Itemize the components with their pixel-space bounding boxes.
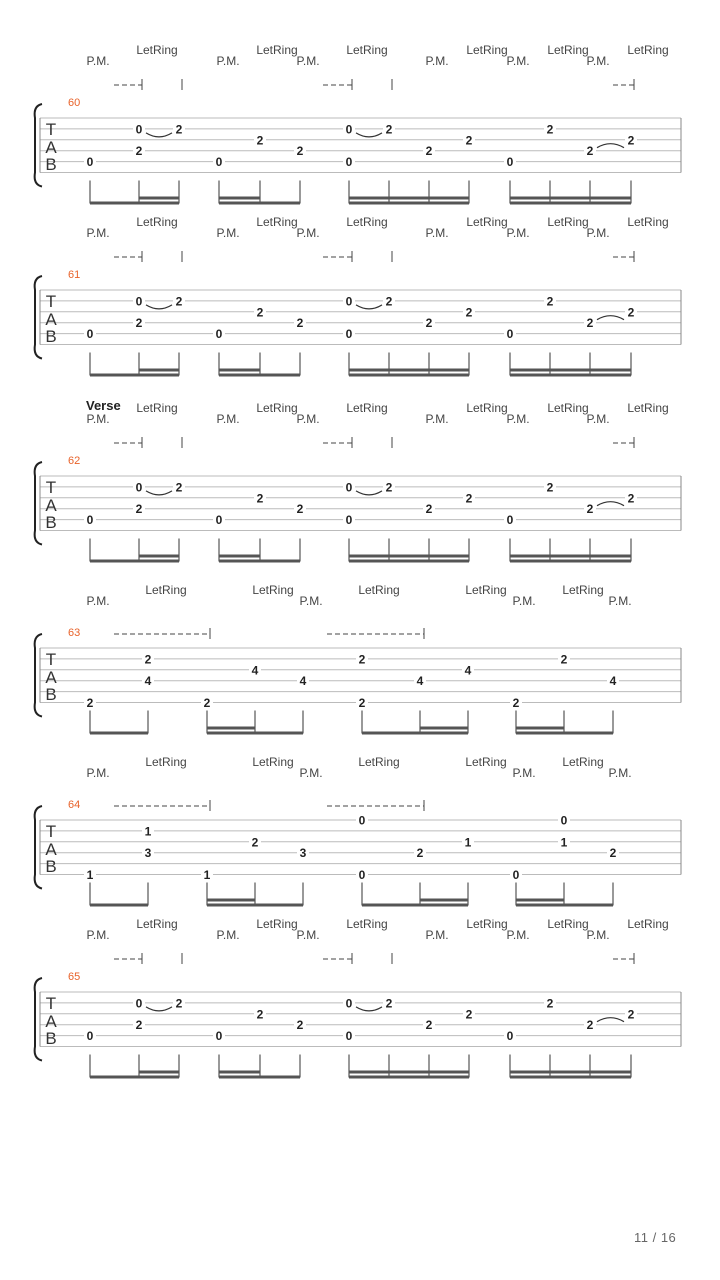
palm-mute-label: P.M. (216, 226, 240, 240)
tab-clef-a: A (45, 496, 57, 515)
measure-number: 64 (68, 799, 81, 811)
let-ring-label: LetRing (547, 43, 589, 57)
palm-mute-label: P.M. (586, 412, 610, 426)
fret-number: 2 (296, 502, 304, 517)
beam (90, 904, 148, 907)
system-bracket (35, 978, 42, 1061)
let-ring-label: LetRing (256, 215, 298, 229)
fret-number: 2 (465, 1007, 473, 1022)
fret-number: 2 (546, 996, 554, 1011)
let-ring-label: LetRing (346, 43, 388, 57)
fret-number: 0 (86, 513, 94, 528)
beam (90, 732, 148, 735)
beam (349, 560, 469, 563)
beam (207, 899, 255, 902)
let-ring-label: LetRing (136, 917, 178, 931)
palm-mute-label: P.M. (425, 412, 449, 426)
fret-number: 2 (135, 502, 143, 517)
fret-number: 0 (345, 327, 353, 342)
let-ring-label: LetRing (136, 43, 178, 57)
fret-number: 2 (144, 652, 152, 667)
tab-system-62 (35, 398, 681, 563)
fret-number: 0 (560, 813, 568, 828)
beam (219, 374, 300, 377)
palm-mute-label: P.M. (299, 766, 323, 780)
tie-slur (356, 491, 382, 495)
tab-clef-t: T (45, 650, 57, 669)
fret-number: 2 (203, 696, 211, 710)
fret-number: 0 (345, 480, 353, 495)
palm-mute-label: P.M. (608, 766, 632, 780)
fret-number: 0 (86, 327, 94, 342)
fret-number: 0 (345, 155, 353, 170)
let-ring-label: LetRing (346, 401, 388, 415)
tie-slur (146, 305, 172, 309)
let-ring-label: LetRing (547, 917, 589, 931)
page-number: 11 / 16 (634, 1230, 677, 1245)
tab-clef-a: A (45, 668, 57, 687)
fret-number: 2 (627, 491, 635, 506)
fret-number: 0 (345, 1029, 353, 1044)
beam (90, 202, 179, 205)
let-ring-label: LetRing (466, 215, 508, 229)
fret-number: 2 (175, 996, 183, 1011)
tab-system-63 (35, 583, 681, 735)
palm-mute-label: P.M. (216, 928, 240, 942)
palm-mute-label: P.M. (506, 928, 530, 942)
fret-number: 2 (425, 1018, 433, 1033)
tie-slur (597, 502, 624, 506)
beam (349, 197, 469, 200)
let-ring-label: LetRing (136, 401, 178, 415)
fret-number: 0 (215, 155, 223, 170)
beam (219, 1076, 300, 1079)
tab-system-60 (35, 43, 681, 205)
beam (207, 904, 303, 907)
fret-number: 2 (425, 144, 433, 159)
fret-number: 1 (560, 835, 568, 850)
let-ring-label: LetRing (145, 583, 187, 597)
system-bracket (35, 806, 42, 889)
fret-number: 2 (385, 480, 393, 495)
tie-slur (356, 133, 382, 137)
beam (516, 904, 613, 907)
fret-number: 0 (135, 996, 143, 1011)
let-ring-label: LetRing (252, 583, 294, 597)
fret-number: 2 (175, 480, 183, 495)
measure-number: 61 (68, 269, 81, 281)
fret-number: 2 (586, 316, 594, 331)
tab-clef-t: T (45, 994, 57, 1013)
tab-clef-b: B (45, 513, 57, 532)
fret-number: 2 (465, 491, 473, 506)
fret-number: 4 (609, 674, 617, 689)
tie-slur (597, 144, 624, 148)
palm-mute-label: P.M. (425, 928, 449, 942)
fret-number: 2 (586, 1018, 594, 1033)
tab-clef-a: A (45, 138, 57, 157)
fret-number: 4 (299, 674, 307, 689)
fret-number: 2 (251, 835, 259, 850)
beam (90, 1076, 179, 1079)
fret-number: 0 (215, 1029, 223, 1044)
fret-number: 0 (86, 1029, 94, 1044)
fret-number: 4 (464, 663, 472, 678)
beam (510, 197, 631, 200)
beam (510, 369, 631, 372)
tie-slur (597, 316, 624, 320)
fret-number: 1 (86, 868, 94, 882)
fret-number: 2 (256, 133, 264, 148)
fret-number: 2 (416, 846, 424, 861)
tab-clef-b: B (45, 1029, 57, 1048)
system-bracket (35, 104, 42, 187)
palm-mute-label: P.M. (506, 412, 530, 426)
beam (510, 1071, 631, 1074)
fret-number: 2 (627, 305, 635, 320)
beam (349, 374, 469, 377)
let-ring-label: LetRing (358, 755, 400, 769)
fret-number: 0 (506, 155, 514, 170)
let-ring-label: LetRing (145, 755, 187, 769)
fret-number: 0 (358, 813, 366, 828)
tie-slur (597, 1018, 624, 1022)
fret-number: 2 (175, 294, 183, 309)
palm-mute-label: P.M. (512, 766, 536, 780)
palm-mute-label: P.M. (216, 54, 240, 68)
beam (510, 374, 631, 377)
measure-number: 63 (68, 627, 81, 639)
beam (349, 1071, 469, 1074)
beam (207, 732, 303, 735)
fret-number: 2 (465, 133, 473, 148)
beam (349, 202, 469, 205)
let-ring-label: LetRing (346, 917, 388, 931)
section-label: Verse (86, 398, 121, 413)
system-bracket (35, 462, 42, 545)
beam (516, 732, 613, 735)
beam (516, 899, 564, 902)
fret-number: 2 (425, 502, 433, 517)
fret-number: 2 (135, 144, 143, 159)
let-ring-label: LetRing (465, 583, 507, 597)
fret-number: 4 (144, 674, 152, 689)
fret-number: 3 (144, 846, 152, 861)
beam (362, 904, 468, 907)
tab-clef-b: B (45, 155, 57, 174)
beam (139, 1071, 179, 1074)
fret-number: 2 (256, 1007, 264, 1022)
let-ring-label: LetRing (256, 917, 298, 931)
fret-number: 2 (546, 480, 554, 495)
palm-mute-label: P.M. (296, 412, 320, 426)
fret-number: 2 (609, 846, 617, 861)
fret-number: 2 (560, 652, 568, 667)
fret-number: 0 (345, 294, 353, 309)
fret-number: 0 (512, 868, 520, 882)
tab-clef-b: B (45, 857, 57, 876)
beam (420, 899, 468, 902)
fret-number: 1 (144, 824, 152, 839)
fret-number: 2 (385, 996, 393, 1011)
tab-clef-b: B (45, 327, 57, 346)
palm-mute-label: P.M. (425, 54, 449, 68)
fret-number: 2 (86, 696, 94, 710)
beam (90, 560, 179, 563)
palm-mute-label: P.M. (586, 928, 610, 942)
let-ring-label: LetRing (465, 755, 507, 769)
palm-mute-label: P.M. (86, 594, 110, 608)
beam (219, 1071, 260, 1074)
beam (420, 727, 468, 730)
fret-number: 2 (385, 294, 393, 309)
let-ring-label: LetRing (627, 43, 669, 57)
tab-clef-a: A (45, 840, 57, 859)
tab-clef-a: A (45, 310, 57, 329)
palm-mute-label: P.M. (586, 54, 610, 68)
beam (139, 555, 179, 558)
tie-slur (146, 491, 172, 495)
beam (219, 369, 260, 372)
fret-number: 2 (256, 305, 264, 320)
fret-number: 2 (296, 1018, 304, 1033)
fret-number: 0 (215, 327, 223, 342)
let-ring-label: LetRing (627, 401, 669, 415)
beam (362, 732, 468, 735)
measure-number: 65 (68, 971, 81, 983)
fret-number: 0 (506, 1029, 514, 1044)
beam (510, 202, 631, 205)
fret-number: 0 (345, 996, 353, 1011)
palm-mute-label: P.M. (425, 226, 449, 240)
palm-mute-label: P.M. (296, 226, 320, 240)
palm-mute-label: P.M. (86, 766, 110, 780)
fret-number: 2 (425, 316, 433, 331)
fret-number: 2 (546, 122, 554, 137)
fret-number: 2 (546, 294, 554, 309)
beam (219, 555, 260, 558)
beam (516, 727, 564, 730)
palm-mute-label: P.M. (608, 594, 632, 608)
let-ring-label: LetRing (562, 755, 604, 769)
fret-number: 0 (135, 480, 143, 495)
fret-number: 0 (86, 155, 94, 170)
tie-slur (356, 305, 382, 309)
palm-mute-label: P.M. (216, 412, 240, 426)
let-ring-label: LetRing (466, 43, 508, 57)
fret-number: 2 (358, 652, 366, 667)
fret-number: 2 (135, 316, 143, 331)
fret-number: 4 (416, 674, 424, 689)
fret-number: 2 (135, 1018, 143, 1033)
let-ring-label: LetRing (627, 215, 669, 229)
fret-number: 4 (251, 663, 259, 678)
beam (219, 560, 300, 563)
fret-number: 0 (135, 294, 143, 309)
let-ring-label: LetRing (547, 401, 589, 415)
tab-clef-b: B (45, 685, 57, 704)
fret-number: 2 (586, 502, 594, 517)
fret-number: 2 (465, 305, 473, 320)
let-ring-label: LetRing (466, 917, 508, 931)
beam (349, 555, 469, 558)
tab-system-64 (35, 755, 681, 907)
fret-number: 3 (299, 846, 307, 861)
palm-mute-label: P.M. (506, 54, 530, 68)
beam (207, 727, 255, 730)
beam (510, 1076, 631, 1079)
beam (219, 202, 300, 205)
palm-mute-label: P.M. (86, 226, 110, 240)
let-ring-label: LetRing (256, 43, 298, 57)
let-ring-label: LetRing (136, 215, 178, 229)
let-ring-label: LetRing (346, 215, 388, 229)
let-ring-label: LetRing (547, 215, 589, 229)
let-ring-label: LetRing (256, 401, 298, 415)
fret-number: 0 (215, 513, 223, 528)
palm-mute-label: P.M. (86, 412, 110, 426)
palm-mute-label: P.M. (506, 226, 530, 240)
beam (219, 197, 260, 200)
palm-mute-label: P.M. (296, 54, 320, 68)
palm-mute-label: P.M. (299, 594, 323, 608)
tab-system-61 (35, 215, 681, 377)
tab-clef-t: T (45, 120, 57, 139)
let-ring-label: LetRing (252, 755, 294, 769)
tab-clef-a: A (45, 1012, 57, 1031)
tab-system-65 (35, 917, 681, 1079)
fret-number: 0 (135, 122, 143, 137)
palm-mute-label: P.M. (512, 594, 536, 608)
beam (139, 197, 179, 200)
let-ring-label: LetRing (627, 917, 669, 931)
beam (139, 369, 179, 372)
fret-number: 0 (345, 513, 353, 528)
fret-number: 0 (506, 513, 514, 528)
fret-number: 1 (464, 835, 472, 850)
system-bracket (35, 634, 42, 717)
fret-number: 2 (627, 133, 635, 148)
palm-mute-label: P.M. (296, 928, 320, 942)
measure-number: 62 (68, 455, 81, 467)
beam (349, 1076, 469, 1079)
palm-mute-label: P.M. (86, 928, 110, 942)
let-ring-label: LetRing (562, 583, 604, 597)
beam (349, 369, 469, 372)
palm-mute-label: P.M. (86, 54, 110, 68)
tie-slur (356, 1007, 382, 1011)
let-ring-label: LetRing (466, 401, 508, 415)
fret-number: 2 (175, 122, 183, 137)
tab-clef-t: T (45, 292, 57, 311)
tab-clef-t: T (45, 822, 57, 841)
fret-number: 2 (385, 122, 393, 137)
fret-number: 2 (627, 1007, 635, 1022)
fret-number: 2 (586, 144, 594, 159)
tie-slur (146, 133, 172, 137)
beam (90, 374, 179, 377)
beam (510, 560, 631, 563)
palm-mute-label: P.M. (586, 226, 610, 240)
fret-number: 2 (512, 696, 520, 710)
beam (510, 555, 631, 558)
fret-number: 0 (345, 122, 353, 137)
tab-clef-t: T (45, 478, 57, 497)
fret-number: 0 (358, 868, 366, 882)
fret-number: 2 (256, 491, 264, 506)
let-ring-label: LetRing (358, 583, 400, 597)
fret-number: 0 (506, 327, 514, 342)
measure-number: 60 (68, 97, 81, 109)
tie-slur (146, 1007, 172, 1011)
fret-number: 1 (203, 868, 211, 882)
system-bracket (35, 276, 42, 359)
fret-number: 2 (358, 696, 366, 710)
fret-number: 2 (296, 316, 304, 331)
fret-number: 2 (296, 144, 304, 159)
